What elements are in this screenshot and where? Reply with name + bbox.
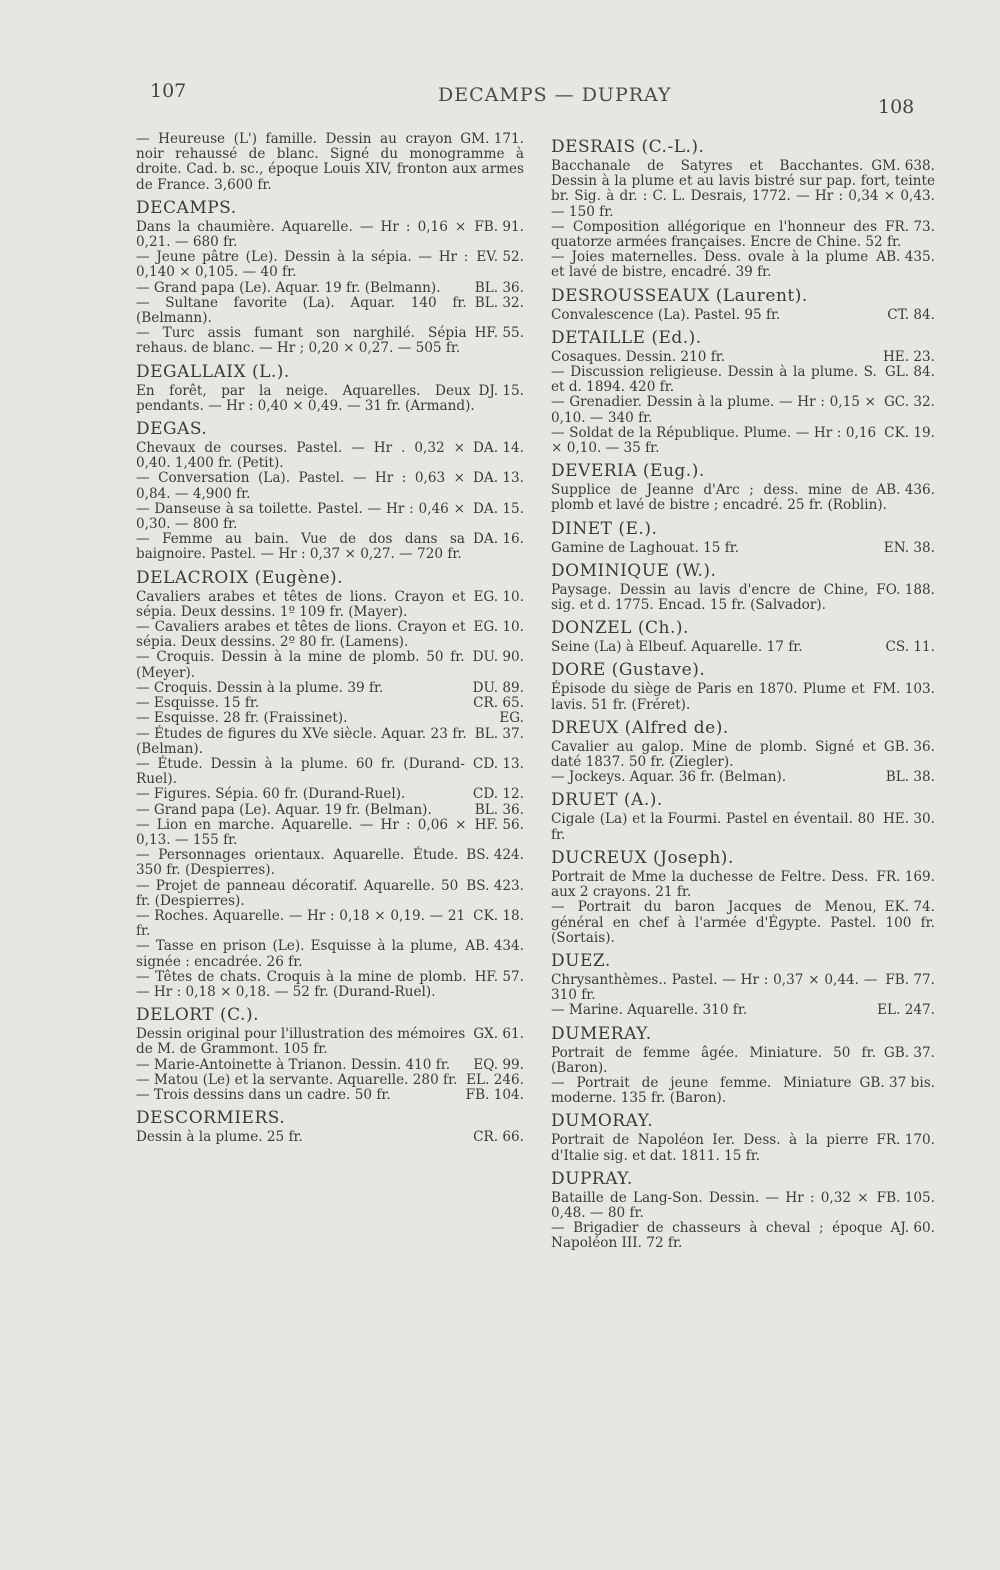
catalogue-entry xyxy=(136,620,524,650)
right-page-number: 108 xyxy=(878,96,915,118)
catalogue-entry xyxy=(551,541,935,556)
entry-text: — Femme au bain. Vue de dos dans sa baignoire. Pastel. — Hr : 0,37 × 0,27. — 720 fr. xyxy=(136,531,466,563)
entry-text: Chrysanthèmes.. Pastel. — Hr : 0,37 × 0,44. — 310 fr. xyxy=(551,971,878,1004)
catalogue-entry xyxy=(136,711,524,726)
entry-text: — Conversation (La). Pastel. — Hr : 0,63 × 0,84. — 4,900 fr. xyxy=(136,470,466,502)
entry-text: — Matou (Le) et la servante. Aquarelle. 280 fr. xyxy=(136,1071,458,1088)
entry-text: — Esquisse. 15 fr. xyxy=(136,695,260,712)
sale-reference: CD. 12. xyxy=(472,786,524,803)
entry-text: — Croquis. Dessin à la plume. 39 fr. xyxy=(136,679,384,696)
entry-text: — Composition allégorique en l'honneur des quatorze armées françaises. Encre de Chine. 52 fr. xyxy=(551,218,902,251)
entry-text: — Grenadier. Dessin à la plume. — Hr : 0,15 × 0,10. — 340 fr. xyxy=(551,394,876,426)
artist-heading: DOMINIQUE (W.). xyxy=(551,560,717,581)
artist-heading: DUPRAY. xyxy=(551,1168,633,1189)
catalogue-entry xyxy=(551,1076,935,1106)
entry-text: — Discussion religieuse. Dessin à la plume. S. et d. 1894. 420 fr. xyxy=(551,364,877,396)
entry-text: — Marie-Antoinette à Trianon. Dessin. 410 fr. xyxy=(136,1056,451,1073)
catalogue-entry xyxy=(136,281,524,296)
artist-heading: DUEZ. xyxy=(551,950,611,971)
entry-text: — Portrait de jeune femme. Miniature moderne. 135 fr. (Baron). xyxy=(551,1074,852,1107)
sale-reference: EQ. 99. xyxy=(473,1056,524,1073)
artist-heading: DEGALLAIX (L.). xyxy=(136,361,290,382)
artist-heading: DUMORAY. xyxy=(551,1111,654,1132)
sale-reference: AB. 436. xyxy=(876,482,935,499)
sale-reference: FR. 73. xyxy=(885,218,935,235)
artist-heading: DESCORMIERS. xyxy=(136,1108,286,1129)
catalogue-entry xyxy=(136,441,524,471)
entry-text: — Danseuse à sa toilette. Pastel. — Hr : 0,46 × 0,30. — 800 fr. xyxy=(136,500,466,533)
artist-heading: DONZEL (Ch.). xyxy=(551,618,689,639)
sale-reference: AB. 434. xyxy=(465,938,524,955)
sale-reference: CS. 11. xyxy=(885,639,935,656)
sale-reference: BL. 36. xyxy=(474,279,524,296)
catalogue-entry xyxy=(551,250,935,280)
catalogue-entry xyxy=(136,650,524,680)
sale-reference: FR. 170. xyxy=(876,1132,935,1149)
sale-reference: BL. 32. xyxy=(474,294,524,311)
sale-reference: FO. 188. xyxy=(876,581,935,598)
sale-reference: DA. 13. xyxy=(473,470,524,487)
catalogue-entry xyxy=(136,471,524,501)
sale-reference: DA. 15. xyxy=(473,500,524,517)
sale-reference: AB. 435. xyxy=(876,249,935,266)
sale-reference: GB. 36. xyxy=(883,738,935,755)
catalogue-entry xyxy=(136,296,524,326)
entry-text: — Lion en marche. Aquarelle. — Hr : 0,06 × 0,13. — 155 fr. xyxy=(136,816,467,848)
catalogue-entry xyxy=(136,787,524,802)
entry-text: — Sultane favorite (La). Aquar. 140 fr. (Belmann). xyxy=(136,294,467,327)
entry-text: Portrait de Napoléon Ier. Dess. à la pierre d'Italie sig. et dat. 1811. 15 fr. xyxy=(551,1132,869,1164)
sale-reference: AJ. 60. xyxy=(890,1220,935,1237)
catalogue-entry xyxy=(551,740,935,770)
sale-reference: GC. 32. xyxy=(883,394,935,411)
sale-reference: DA. 14. xyxy=(473,440,524,457)
catalogue-entry xyxy=(551,1046,935,1076)
sale-reference: GL. 84. xyxy=(884,364,935,381)
entry-text: — Projet de panneau décoratif. Aquarelle. 50 fr. (Despierres). xyxy=(136,877,459,909)
catalogue-entry xyxy=(136,220,524,250)
catalogue-entry xyxy=(551,350,935,365)
catalogue-entry xyxy=(136,1058,524,1073)
entry-text: — Esquisse. 28 fr. (Fraissinet). xyxy=(136,710,348,727)
sale-reference: FB. 105. xyxy=(876,1189,935,1206)
entry-text: Paysage. Dessin au lavis d'encre de Chine, sig. et d. 1775. Encad. 15 fr. (Salvador). xyxy=(551,581,869,614)
sale-reference: GX. 61. xyxy=(473,1026,524,1043)
catalogue-entry xyxy=(551,1133,935,1163)
sale-reference: CT. 84. xyxy=(887,306,935,323)
entry-text: Cavaliers arabes et têtes de lions. Crayon et sépia. Deux dessins. 1º 109 fr. (Mayer). xyxy=(136,588,466,620)
sale-reference: FB. 77. xyxy=(885,971,935,988)
catalogue-entry xyxy=(136,909,524,939)
entry-text: — Jeune pâtre (Le). Dessin à la sépia. — Hr : 0,140 × 0,105. — 40 fr. xyxy=(136,249,469,281)
sale-reference: FM. 103. xyxy=(872,681,935,698)
entry-text: Seine (La) à Elbeuf. Aquarelle. 17 fr. xyxy=(551,639,803,656)
entry-text: — Turc assis fumant son narghilé. Sépia rehaus. de blanc. — Hr ; 0,20 × 0,27. — 505 fr. xyxy=(136,325,467,357)
catalogue-entry xyxy=(551,365,935,395)
sale-reference: FB. 91. xyxy=(474,218,524,235)
sale-reference: HE. 23. xyxy=(882,348,935,365)
catalogue-entry xyxy=(136,803,524,818)
catalogue-entry xyxy=(136,696,524,711)
sale-reference: EG. 10. xyxy=(473,588,524,605)
entry-text: — Personnages orientaux. Aquarelle. Étude. 350 fr. (Despierres). xyxy=(136,847,459,879)
sale-reference: EG. 10. xyxy=(473,619,524,636)
catalogue-entry xyxy=(136,757,524,787)
catalogue-entry xyxy=(136,326,524,356)
entry-text: — Marine. Aquarelle. 310 fr. xyxy=(551,1002,748,1019)
catalogue-entry xyxy=(551,973,935,1003)
sale-reference: CD. 13. xyxy=(472,755,524,772)
artist-heading: DEGAS. xyxy=(136,419,208,440)
catalogue-entry xyxy=(551,583,935,613)
artist-heading: DELACROIX (Eugène). xyxy=(136,567,344,588)
sale-reference: HF. 57. xyxy=(474,968,524,985)
entry-text: — Soldat de la République. Plume. — Hr : 0,16 × 0,10. — 35 fr. xyxy=(551,424,877,457)
catalogue-entry xyxy=(551,159,935,220)
entry-text: Portrait de Mme la duchesse de Feltre. Dess. aux 2 crayons. 21 fr. xyxy=(551,868,869,901)
entry-text: — Étude. Dessin à la plume. 60 fr. (Durand-Ruel). xyxy=(136,755,465,788)
catalogue-entry xyxy=(136,727,524,757)
catalogue-entry xyxy=(551,426,935,456)
artist-heading: DELORT (C.). xyxy=(136,1005,259,1026)
sale-reference: BL. 36. xyxy=(474,801,524,818)
entry-text: Bataille de Lang-Son. Dessin. — Hr : 0,32 × 0,48. — 80 fr. xyxy=(551,1189,869,1221)
catalogue-entry xyxy=(551,308,935,323)
catalogue-entry xyxy=(551,770,935,785)
entry-text: — Croquis. Dessin à la mine de plomb. 50 fr. (Meyer). xyxy=(136,649,465,681)
entry-text: — Grand papa (Le). Aquar. 19 fr. (Belman). xyxy=(136,801,432,818)
sale-reference: GB. 37. xyxy=(883,1044,935,1061)
entry-text: Cavalier au galop. Mine de plomb. Signé et daté 1837. 50 fr. (Ziegler). xyxy=(551,738,876,771)
sale-reference: FB. 104. xyxy=(465,1086,524,1103)
sale-reference: GM. 638. xyxy=(871,158,935,174)
left-column xyxy=(136,132,524,1145)
catalogue-entry xyxy=(136,132,524,193)
catalogue-entry xyxy=(551,395,935,425)
sale-reference: BL. 38. xyxy=(885,769,935,786)
artist-heading: DUMERAY. xyxy=(551,1023,652,1044)
sale-reference: CR. 65. xyxy=(473,695,524,712)
sale-reference: EG. xyxy=(499,710,524,727)
artist-heading: DESROUSSEAUX (Laurent). xyxy=(551,285,808,306)
catalogue-entry xyxy=(136,939,524,969)
artist-heading: DREUX (Alfred de). xyxy=(551,717,729,738)
entry-text: — Portrait du baron Jacques de Menou, général en chef à l'armée d'Égypte. Pastel. 100 fr. (Sortais). xyxy=(551,899,935,946)
artist-heading: DECAMPS. xyxy=(136,197,237,218)
sale-reference: GM. 171. xyxy=(460,131,524,147)
entry-text: Dans la chaumière. Aquarelle. — Hr : 0,16 × 0,21. — 680 fr. xyxy=(136,218,467,251)
sale-reference: DJ. 15. xyxy=(478,382,524,399)
catalogue-entry xyxy=(136,879,524,909)
catalogue-entry xyxy=(136,590,524,620)
entry-text: — Trois dessins dans un cadre. 50 fr. xyxy=(136,1086,391,1103)
entry-text: — Roches. Aquarelle. — Hr : 0,18 × 0,19. — 21 fr. xyxy=(136,907,466,940)
sale-reference: EV. 52. xyxy=(476,249,524,266)
artist-heading: DORE (Gustave). xyxy=(551,660,706,681)
sale-reference: CK. 19. xyxy=(884,424,935,441)
sale-reference: BL. 37. xyxy=(474,725,524,742)
sale-reference: FR. 169. xyxy=(876,868,935,885)
entry-text: Chevaux de courses. Pastel. — Hr . 0,32 × 0,40. 1,400 fr. (Petit). xyxy=(136,440,466,472)
sale-reference: CK. 18. xyxy=(473,907,524,924)
sale-reference: EL. 246. xyxy=(466,1071,524,1088)
entry-text: Gamine de Laghouat. 15 fr. xyxy=(551,539,740,556)
sale-reference: EN. 38. xyxy=(883,539,935,556)
catalogue-entry xyxy=(136,818,524,848)
catalogue-entry xyxy=(136,250,524,280)
entry-text: Dessin à la plume. 25 fr. xyxy=(136,1129,303,1146)
running-title: DECAMPS — DUPRAY xyxy=(438,84,672,106)
sale-reference: CR. 66. xyxy=(473,1129,524,1146)
entry-text: Dessin original pour l'illustration des mémoires de M. de Grammont. 105 fr. xyxy=(136,1026,466,1058)
entry-text: — Figures. Sépia. 60 fr. (Durand-Ruel). xyxy=(136,786,406,803)
entry-text: — Brigadier de chasseurs à cheval ; époque Napoléon III. 72 fr. xyxy=(551,1220,883,1252)
artist-heading: DRUET (A.). xyxy=(551,790,663,811)
catalogue-entry xyxy=(136,532,524,562)
entry-text: Convalescence (La). Pastel. 95 fr. xyxy=(551,306,781,323)
catalogue-entry xyxy=(136,848,524,878)
sale-reference: HE. 30. xyxy=(882,811,935,828)
catalogue-entry xyxy=(551,1191,935,1221)
sale-reference: EK. 74. xyxy=(884,899,935,916)
entry-text: — Grand papa (Le). Aquar. 19 fr. (Belmann). xyxy=(136,279,441,296)
sale-reference: HF. 56. xyxy=(474,816,524,833)
artist-heading: DINET (E.). xyxy=(551,518,658,539)
catalogue-entry xyxy=(551,483,935,513)
entry-text: — Heureuse (L') famille. Dessin au crayon noir rehaussé de blanc. Signé du monogramme à droite. Cad. b. sc., époque Louis XIV, fronton aux armes de France. 3,600 fr. xyxy=(136,131,524,193)
entry-text: Cigale (La) et la Fourmi. Pastel en éventail. 80 fr. xyxy=(551,811,875,843)
entry-text: — Joies maternelles. Dess. ovale à la plume et lavé de bistre, encadré. 39 fr. xyxy=(551,249,869,281)
right-column xyxy=(551,132,935,1252)
catalogue-entry xyxy=(136,970,524,1000)
catalogue-entry xyxy=(136,1088,524,1103)
artist-heading: DESRAIS (C.-L.). xyxy=(551,137,705,157)
entry-text: Épisode du siège de Paris en 1870. Plume et lavis. 51 fr. (Fréret). xyxy=(551,681,865,713)
catalogue-entry xyxy=(551,900,935,946)
sale-reference: EL. 247. xyxy=(877,1002,935,1019)
catalogue-entry xyxy=(551,812,935,842)
sale-reference: BS. 424. xyxy=(466,847,524,864)
sale-reference: GB. 37 bis. xyxy=(859,1074,935,1091)
entry-text: Supplice de Jeanne d'Arc ; dess. mine de plomb et lavé de bistre ; encadré. 25 fr. (Roblin). xyxy=(551,482,887,514)
catalogue-entry xyxy=(551,1003,935,1018)
sale-reference: DU. 90. xyxy=(472,649,524,666)
catalogue-entry xyxy=(136,1073,524,1088)
artist-heading: DETAILLE (Ed.). xyxy=(551,327,702,348)
catalogue-entry xyxy=(551,682,935,712)
catalogue-entry xyxy=(136,384,524,414)
entry-text: — Tasse en prison (Le). Esquisse à la plume, signée : encadrée. 26 fr. xyxy=(136,938,458,970)
entry-text: En forêt, par la neige. Aquarelles. Deux pendants. — Hr : 0,40 × 0,49. — 31 fr. (Armand). xyxy=(136,382,475,414)
sale-reference: HF. 55. xyxy=(474,325,524,342)
entry-text: Bacchanale de Satyres et Bacchantes. Dessin à la plume et au lavis bistré sur pap. fort, teinte br. Sig. à dr. : C. L. Desrais, 1772. — Hr : 0,34 × 0,43. — 150 fr. xyxy=(551,158,935,220)
catalogue-entry xyxy=(136,1130,524,1145)
catalogue-entry xyxy=(551,220,935,250)
entry-text: Cosaques. Dessin. 210 fr. xyxy=(551,348,726,365)
entry-text: — Jockeys. Aquar. 36 fr. (Belman). xyxy=(551,769,787,786)
catalogue-entry xyxy=(551,1221,935,1251)
entry-text: Portrait de femme âgée. Miniature. 50 fr. (Baron). xyxy=(551,1044,876,1076)
sale-reference: BS. 423. xyxy=(466,877,524,894)
catalogue-entry xyxy=(136,502,524,532)
sale-reference: DA. 16. xyxy=(473,531,524,548)
artist-heading: DUCREUX (Joseph). xyxy=(551,847,734,868)
entry-text: — Cavaliers arabes et têtes de lions. Crayon et sépia. Deux dessins. 2º 80 fr. (Lamens). xyxy=(136,619,466,651)
catalogue-entry xyxy=(551,870,935,900)
catalogue-entry xyxy=(551,640,935,655)
left-page-number: 107 xyxy=(150,80,187,102)
entry-text: — Têtes de chats. Croquis à la mine de plomb. — Hr : 0,18 × 0,18. — 52 fr. (Durand-Ruel). xyxy=(136,968,467,1000)
catalogue-entry xyxy=(136,1027,524,1057)
catalogue-entry xyxy=(136,681,524,696)
sale-reference: DU. 89. xyxy=(472,679,524,696)
entry-text: — Études de figures du XVe siècle. Aquar. 23 fr. (Belman). xyxy=(136,725,467,757)
artist-heading: DEVERIA (Eug.). xyxy=(551,461,705,482)
